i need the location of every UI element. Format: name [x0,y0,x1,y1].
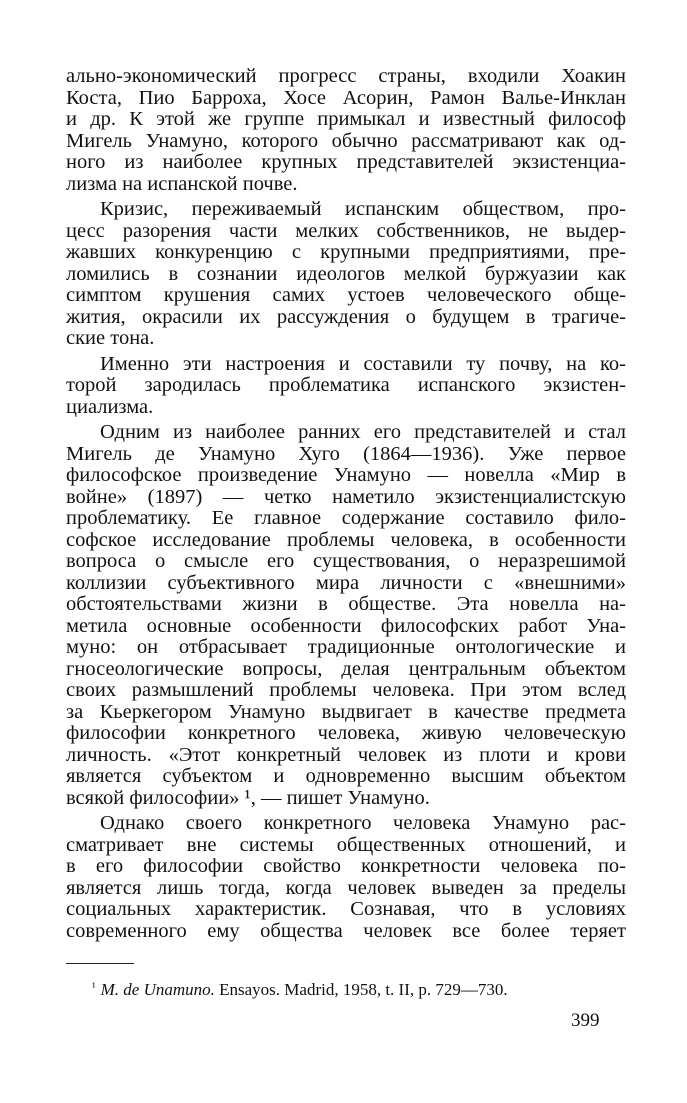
paragraph-2 [66,199,626,350]
text-line: войне» (1897) — четко наметило экзистенциалистскую [66,485,626,508]
paragraph-5 [66,813,626,942]
page-number: 399 [571,1010,600,1031]
footnote [92,977,632,1000]
text-line: философии конкретного человека, живую человеческую [66,722,626,744]
text-line: циализма. [66,395,154,418]
text-line: симптом крушения самих устоев человеческого обще- [66,284,626,306]
text-line: ного из наиболее крупных представителей экзистенциа- [66,151,626,173]
page-body [66,66,626,946]
text-line: ские тона. [66,327,155,349]
text-line: софское исследование проблемы человека, в особенности [66,528,626,551]
text-line: Именно эти настроения и составили ту почву, на ко- [100,352,626,375]
text-line: Мигель Унамуно, которого обычно рассматривают как од- [66,129,626,152]
text-line: цесс разорения части мелких собственников, не выдер- [66,219,626,242]
paragraph-4 [66,422,626,809]
text-line: жавших конкуренцию с крупными предприятиями, пре- [66,241,626,263]
text-line: муно: он отбрасывает традиционные онтологические и [66,636,626,658]
footnote-divider [66,963,134,964]
text-line: социальных характеристик. Сознавая, что в условиях [66,898,626,920]
text-line: Мигель де Унамуно Хуго (1864—1936). Уже первое [66,442,626,465]
text-line: метила основные особенности философских работ Уна- [66,614,626,637]
text-line: личность. «Этот конкретный человек из плоти и крови [66,743,626,766]
text-line: является лишь тогда, когда человек выведен за пределы [66,876,626,899]
footnote-number: ¹ [92,980,96,994]
text-line: коллизии субъективного мира личности с «внешними» [66,571,626,594]
text-line: в его философии свойство конкретности человека по- [66,855,626,877]
text-line: всякой философии» ¹, — пишет Унамуно. [66,786,430,809]
text-line: ломились в сознании идеологов мелкой буржуазии как [66,262,626,285]
text-line: ально-экономический прогресс страны, входили Хоакин [66,65,626,87]
text-line: жития, окрасили их рассуждения о будущем в трагиче- [66,305,626,328]
footnote-author: M. de Unamuno. [100,980,215,999]
text-line: обстоятельствами жизни в обществе. Эта новелла на- [66,593,626,615]
text-line: проблематику. Ее главное содержание составило фило- [66,507,626,529]
text-line: Кризис, переживаемый испанским обществом, про- [100,198,626,220]
text-line: гносеологические вопросы, делая центральным объектом [66,657,626,680]
text-line: сматривает вне системы общественных отношений, и [66,833,626,856]
text-line: является субъектом и одновременно высшим объектом [66,765,626,787]
text-line: современного ему общества человек все более теряет [66,919,626,942]
text-line: за Кьеркегором Унамуно выдвигает в качестве предмета [66,700,626,723]
paragraph-1 [66,66,626,195]
footnote-text: Ensayos. Madrid, 1958, t. II, p. 729—730. [219,980,508,999]
text-line: лизма на испанской почве. [66,172,298,195]
text-line: торой зародилась проблематика испанского экзистен- [66,374,626,396]
text-line: своих размышлений проблемы человека. При этом вслед [66,679,626,701]
text-line: Одним из наиболее ранних его представителей и стал [100,421,626,443]
paragraph-3 [66,354,626,419]
text-line: вопроса о смысле его существования, о неразрешимой [66,550,626,572]
text-line: Коста, Пио Барроха, Хосе Асорин, Рамон Валье-Инклан [66,86,626,109]
text-line: философское произведение Унамуно — новелла «Мир в [66,464,626,486]
text-line: и др. К этой же группе примыкал и известный философ [66,108,626,130]
text-line: Однако своего конкретного человека Унамуно рас- [100,812,626,834]
